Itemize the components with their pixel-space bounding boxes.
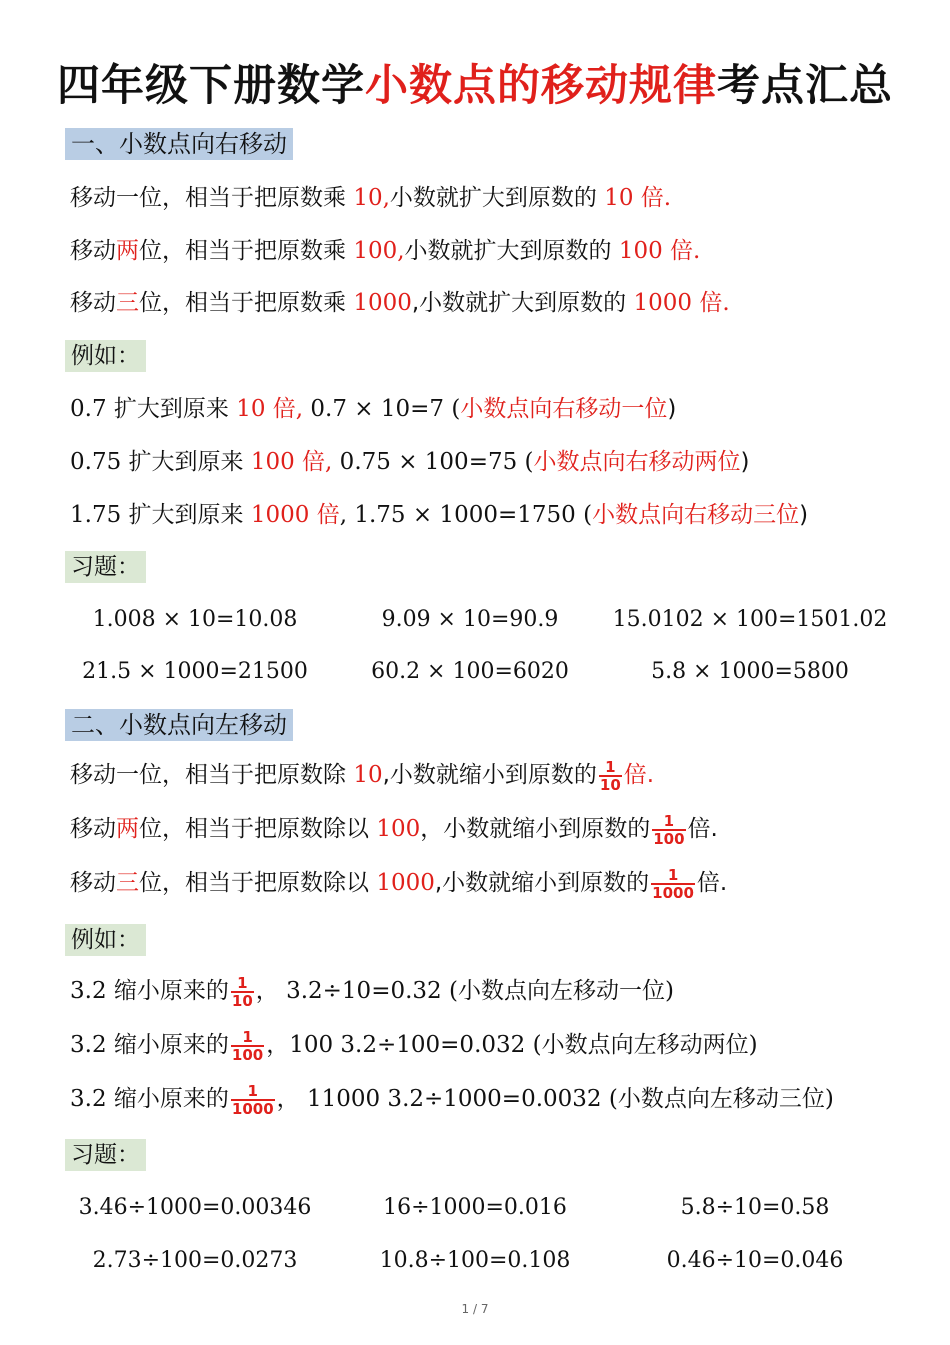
- example-line: 3.2 缩小原来的 $\frac{1}{10}$ ， 3.2÷10=0.32 (小数点向左移动一位): [70, 973, 674, 1010]
- exercise-item: 21.5 × 1000=21500: [82, 659, 308, 684]
- fraction: $\frac{1}{1000}$: [652, 865, 694, 902]
- rule-line: 移动两位，相当于把原数乘 100,小数就扩大到原数的 100 倍.: [70, 238, 701, 264]
- rule-line: 移动一位，相当于把原数除 10,小数就缩小到原数的 $\frac{1}{10}$ 倍.: [70, 757, 655, 794]
- fraction: $\frac{1}{100}$: [653, 811, 685, 848]
- example-line: 1.75 扩大到原来 1000 倍, 1.75 × 1000=1750 (小数点向右移动三位): [70, 502, 809, 528]
- exercise-label: 习题：: [65, 1139, 146, 1171]
- exercise-item: 2.73÷100=0.0273: [92, 1248, 298, 1273]
- exercise-item: 60.2 × 100=6020: [371, 659, 569, 684]
- rule-line: 移动一位，相当于把原数乘 10,小数就扩大到原数的 10 倍.: [70, 185, 672, 211]
- exercise-item: 1.008 × 10=10.08: [92, 607, 298, 632]
- exercise-label: 习题：: [65, 551, 146, 583]
- rule-line: 移动三位，相当于把原数乘 1000,小数就扩大到原数的 1000 倍.: [70, 290, 730, 316]
- example-label: 例如：: [65, 924, 146, 956]
- exercise-item: 15.0102 × 100=1501.02: [612, 607, 888, 632]
- example-label: 例如：: [65, 340, 146, 372]
- fraction: $\frac{1}{1000}$: [231, 1081, 274, 1118]
- example-line: 3.2 缩小原来的 $\frac{1}{100}$ ，100 3.2÷100=0.032 (小数点向左移动两位): [70, 1027, 758, 1064]
- page-number: 1 / 7: [461, 1302, 489, 1316]
- exercise-item: 3.46÷1000=0.00346: [78, 1195, 312, 1220]
- example-line: 0.75 扩大到原来 100 倍, 0.75 × 100=75 (小数点向右移动两位): [70, 449, 750, 475]
- page-title: 四年级下册数学小数点的移动规律考点汇总: [57, 61, 893, 111]
- exercise-item: 9.09 × 10=90.9: [381, 607, 559, 632]
- exercise-item: 5.8 × 1000=5800: [651, 659, 849, 684]
- section-heading-left: 二、小数点向左移动: [65, 709, 293, 741]
- exercise-item: 10.8÷100=0.108: [379, 1248, 571, 1273]
- fraction: $\frac{1}{10}$: [231, 973, 253, 1010]
- exercise-item: 16÷1000=0.016: [383, 1195, 567, 1220]
- exercise-item: 5.8÷10=0.58: [680, 1195, 830, 1220]
- example-line: 3.2 缩小原来的 $\frac{1}{1000}$ ， 11000 3.2÷1000=0.0032 (小数点向左移动三位): [70, 1081, 834, 1118]
- exercise-item: 0.46÷10=0.046: [666, 1248, 844, 1273]
- fraction: $\frac{1}{100}$: [231, 1027, 264, 1064]
- section-heading-right: 一、小数点向右移动: [65, 128, 293, 160]
- fraction: $\frac{1}{10}$: [599, 757, 621, 794]
- example-line: 0.7 扩大到原来 10 倍, 0.7 × 10=7 (小数点向右移动一位): [70, 396, 677, 422]
- rule-line: 移动两位，相当于把原数除以 100，小数就缩小到原数的 $\frac{1}{100}$ 倍.: [70, 811, 718, 848]
- rule-line: 移动三位，相当于把原数除以 1000,小数就缩小到原数的 $\frac{1}{1000}$ 倍.: [70, 865, 728, 902]
- title-highlight: 小数点的移动规律: [365, 61, 717, 111]
